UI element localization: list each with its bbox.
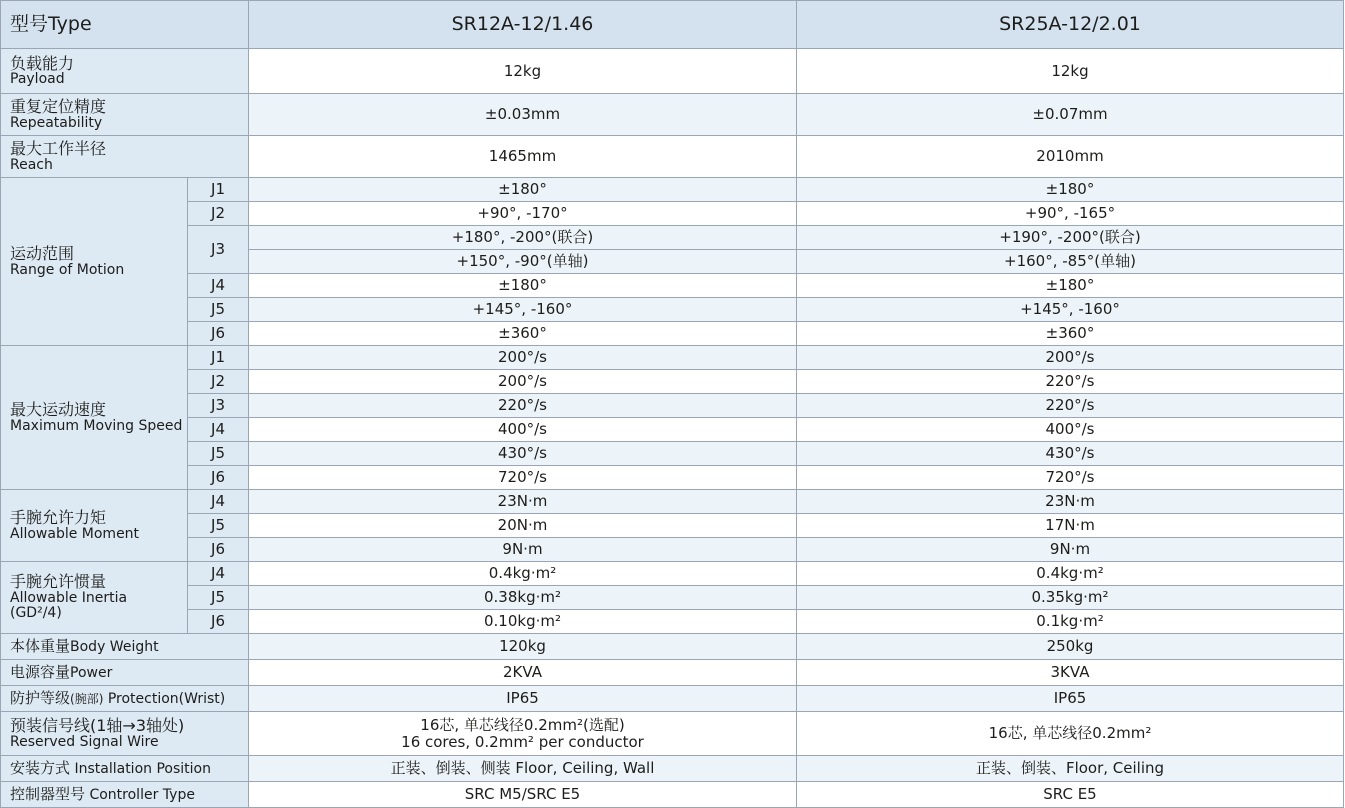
speed-a: 220°/s [249,394,797,418]
inertia-joint: J4 [188,562,249,586]
signal-a [249,712,797,756]
motion-a: ±360° [249,322,797,346]
payload-label [1,49,249,94]
moment-label-en: Allowable Moment [10,525,140,542]
controller-label [1,782,249,808]
model-a-header: SR12A-12/1.46 [249,1,797,49]
inertia-joint: J6 [188,610,249,634]
signal-label-cn: 预装信号线(1轴→3轴处) [10,716,185,735]
install-a: 正装、倒装、侧装 Floor, Ceiling, Wall [249,756,797,782]
payload-label-cn: 负载能力 [10,53,75,73]
motion-row [1,298,1344,322]
speed-a: 200°/s [249,346,797,370]
payload-label-en: Payload [10,71,65,88]
protection-b: IP65 [797,686,1344,712]
protection-row [1,686,1344,712]
speed-b: 220°/s [797,370,1344,394]
inertia-b: 0.1kg·m² [797,610,1344,634]
protection-label [1,686,249,712]
speed-row [1,418,1344,442]
reach-row [1,136,1344,178]
controller-label-cn: 控制器型号 [10,784,86,803]
signal-label [1,712,249,756]
motion-row [1,322,1344,346]
model-b-header: SR25A-12/2.01 [797,1,1344,49]
inertia-label-cn: 手腕允许惯量 [10,572,107,592]
motion-joint: J3 [188,226,249,274]
motion-joint: J4 [188,274,249,298]
protection-label-cn: 防护等级 [10,688,71,707]
speed-a: 200°/s [249,370,797,394]
moment-label-cn: 手腕允许力矩 [10,508,107,527]
motion-b: +145°, -160° [797,298,1344,322]
moment-label [1,490,188,562]
inertia-row [1,586,1344,610]
controller-label-en: Controller Type [85,786,195,803]
payload-b: 12kg [797,49,1344,94]
speed-label-cn: 最大运动速度 [10,400,107,419]
speed-b: 400°/s [797,418,1344,442]
speed-a: 720°/s [249,466,797,490]
payload-a: 12kg [249,49,797,94]
moment-joint: J4 [188,490,249,514]
speed-joint: J4 [188,418,249,442]
inertia-row [1,562,1344,586]
speed-joint: J2 [188,370,249,394]
moment-b: 17N·m [797,514,1344,538]
speed-joint: J5 [188,442,249,466]
power-a: 2KVA [249,660,797,686]
speed-b: 430°/s [797,442,1344,466]
speed-b: 720°/s [797,466,1344,490]
speed-a: 430°/s [249,442,797,466]
protection-a: IP65 [249,686,797,712]
controller-a: SRC M5/SRC E5 [249,782,797,808]
motion-joint: J1 [188,178,249,202]
protection-label-en: Protection(Wrist) [103,690,226,707]
weight-label-cn: 本体重量 [10,636,71,655]
payload-row [1,49,1344,94]
motion-b: ±180° [797,274,1344,298]
inertia-label [1,562,188,634]
install-label-cn: 安装方式 [10,758,71,777]
speed-row [1,370,1344,394]
motion-b: +160°, -85°(单轴) [797,250,1344,274]
speed-joint: J6 [188,466,249,490]
moment-joint: J5 [188,514,249,538]
speed-row [1,346,1344,370]
repeatability-a: ±0.03mm [249,94,797,136]
motion-a: +150°, -90°(单轴) [249,250,797,274]
motion-a: +145°, -160° [249,298,797,322]
motion-row [1,274,1344,298]
signal-a-en: 16 cores, 0.2mm² per conductor [401,732,644,751]
repeatability-b: ±0.07mm [797,94,1344,136]
moment-a: 20N·m [249,514,797,538]
motion-row [1,226,1344,250]
header-row [1,1,1344,49]
motion-b: +190°, -200°(联合) [797,226,1344,250]
reach-a: 1465mm [249,136,797,178]
signal-b: 16芯, 单芯线径0.2mm² [797,712,1344,756]
moment-a: 9N·m [249,538,797,562]
power-label [1,660,249,686]
speed-row [1,466,1344,490]
speed-a: 400°/s [249,418,797,442]
speed-b: 220°/s [797,394,1344,418]
speed-b: 200°/s [797,346,1344,370]
type-label: 型号Type [1,1,249,49]
weight-a: 120kg [249,634,797,660]
inertia-b: 0.4kg·m² [797,562,1344,586]
repeatability-label [1,94,249,136]
repeatability-label-cn: 重复定位精度 [10,97,107,116]
motion-a: +90°, -170° [249,202,797,226]
signal-a-cn: 16芯, 单芯线径0.2mm²(选配) [420,716,625,734]
motion-a: ±180° [249,274,797,298]
motion-row [1,202,1344,226]
weight-label [1,634,249,660]
inertia-a: 0.4kg·m² [249,562,797,586]
signal-row [1,712,1344,756]
moment-b: 23N·m [797,490,1344,514]
moment-a: 23N·m [249,490,797,514]
inertia-joint: J5 [188,586,249,610]
speed-joint: J3 [188,394,249,418]
motion-b: ±360° [797,322,1344,346]
motion-b: +90°, -165° [797,202,1344,226]
inertia-row [1,610,1344,634]
install-row [1,756,1344,782]
reach-label-en: Reach [10,156,53,173]
install-label [1,756,249,782]
motion-b: ±180° [797,178,1344,202]
motion-label-en: Range of Motion [10,261,125,278]
install-b: 正装、倒装、Floor, Ceiling [797,756,1344,782]
repeatability-row [1,94,1344,136]
speed-label [1,346,188,490]
controller-b: SRC E5 [797,782,1344,808]
weight-row [1,634,1344,660]
signal-label-en: Reserved Signal Wire [10,733,159,750]
power-row [1,660,1344,686]
weight-b: 250kg [797,634,1344,660]
inertia-b: 0.35kg·m² [797,586,1344,610]
motion-joint: J2 [188,202,249,226]
weight-label-en: Body Weight [70,638,159,655]
reach-label [1,136,249,178]
install-label-en: Installation Position [70,760,211,777]
moment-b: 9N·m [797,538,1344,562]
moment-row [1,514,1344,538]
speed-row [1,442,1344,466]
motion-a: ±180° [249,178,797,202]
controller-row [1,782,1344,808]
moment-joint: J6 [188,538,249,562]
power-label-en: Power [70,664,113,681]
protection-label-cn-note: (腕部) [70,691,104,706]
power-label-cn: 电源容量 [10,662,71,681]
inertia-a: 0.38kg·m² [249,586,797,610]
inertia-label-formula: (GD²/4) [10,605,62,622]
inertia-a: 0.10kg·m² [249,610,797,634]
motion-joint: J5 [188,298,249,322]
reach-label-cn: 最大工作半径 [10,139,107,158]
power-b: 3KVA [797,660,1344,686]
moment-row [1,538,1344,562]
speed-joint: J1 [188,346,249,370]
speed-row [1,394,1344,418]
moment-row [1,490,1344,514]
motion-joint: J6 [188,322,249,346]
motion-label-cn: 运动范围 [10,244,75,263]
reach-b: 2010mm [797,136,1344,178]
inertia-label-en: Allowable Inertia [10,589,128,606]
motion-label [1,178,188,346]
motion-row [1,178,1344,202]
speed-label-en: Maximum Moving Speed [10,417,183,434]
repeatability-label-en: Repeatability [10,114,103,131]
motion-a: +180°, -200°(联合) [249,226,797,250]
